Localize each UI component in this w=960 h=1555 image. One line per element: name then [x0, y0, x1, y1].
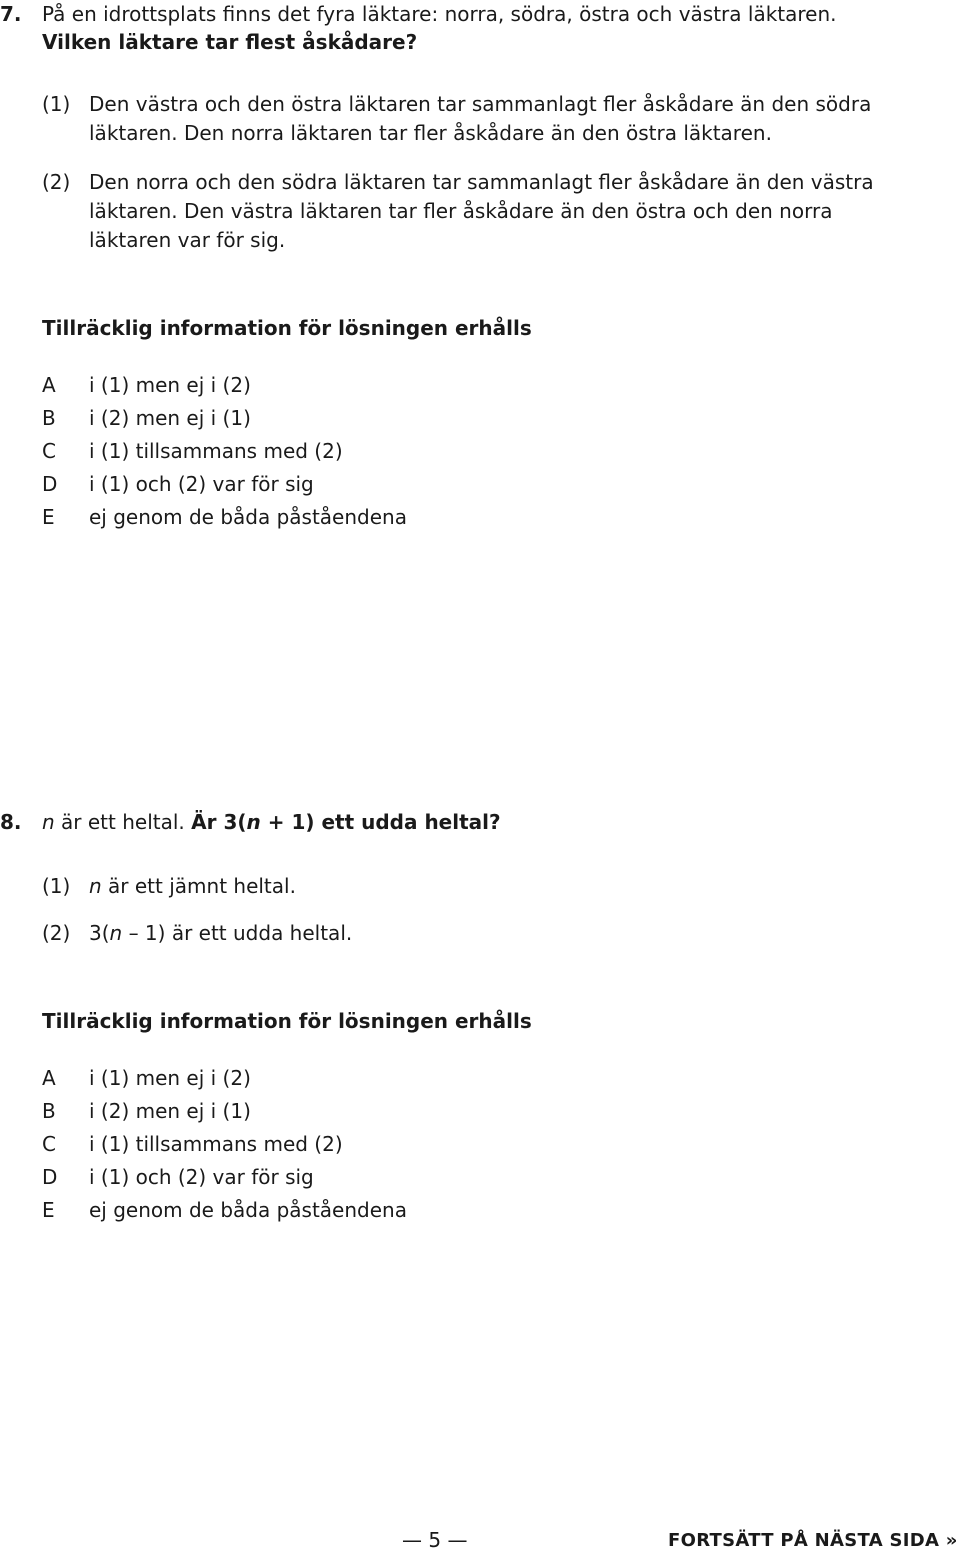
- question-intro: n är ett heltal. Är 3(n + 1) ett udda heltal?: [42, 810, 501, 834]
- sufficiency-heading: Tillräcklig information för lösningen erhålls: [42, 1009, 532, 1033]
- statement-line: läktaren. Den västra läktaren tar fler åskådare än den östra och den norra: [89, 199, 833, 223]
- statement-line: läktaren var för sig.: [89, 228, 286, 252]
- option-letter: A: [42, 1066, 56, 1090]
- statement-label: (1): [42, 92, 71, 116]
- option-letter: A: [42, 373, 56, 397]
- question-number: 7.: [0, 2, 22, 26]
- variable-n: n: [42, 810, 55, 834]
- option-text: ej genom de båda påståendena: [89, 505, 407, 529]
- page-number: — 5 —: [402, 1528, 468, 1552]
- option-letter: D: [42, 472, 58, 496]
- option-letter: E: [42, 505, 55, 529]
- statement-line: Den norra och den södra läktaren tar sammanlagt fler åskådare än den västra: [89, 170, 874, 194]
- statement-text: 3(n – 1) är ett udda heltal.: [89, 921, 353, 945]
- option-text: i (1) tillsammans med (2): [89, 1132, 343, 1156]
- statement-text: n är ett jämnt heltal.: [89, 874, 296, 898]
- statement-line: Den västra och den östra läktaren tar sammanlagt fler åskådare än den södra: [89, 92, 872, 116]
- statement-line: läktaren. Den norra läktaren tar fler åskådare än den östra läktaren.: [89, 121, 772, 145]
- question-text: Är 3(n + 1) ett udda heltal?: [191, 810, 501, 834]
- option-text: i (2) men ej i (1): [89, 406, 251, 430]
- question-number: 8.: [0, 810, 22, 834]
- option-letter: B: [42, 406, 56, 430]
- option-letter: B: [42, 1099, 56, 1123]
- question-intro: På en idrottsplats finns det fyra läktare: norra, södra, östra och västra läktaren.: [42, 2, 837, 26]
- option-letter: C: [42, 1132, 56, 1156]
- option-text: i (1) tillsammans med (2): [89, 439, 343, 463]
- option-text: i (1) och (2) var för sig: [89, 472, 314, 496]
- statement-label: (1): [42, 874, 71, 898]
- option-text: i (1) men ej i (2): [89, 373, 251, 397]
- option-letter: C: [42, 439, 56, 463]
- option-text: ej genom de båda påståendena: [89, 1198, 407, 1222]
- option-text: i (1) men ej i (2): [89, 1066, 251, 1090]
- question-text: Vilken läktare tar flest åskådare?: [42, 30, 418, 54]
- continue-next-page: FORTSÄTT PÅ NÄSTA SIDA »: [668, 1530, 958, 1551]
- option-letter: D: [42, 1165, 58, 1189]
- option-letter: E: [42, 1198, 55, 1222]
- option-text: i (1) och (2) var för sig: [89, 1165, 314, 1189]
- sufficiency-heading: Tillräcklig information för lösningen erhålls: [42, 316, 532, 340]
- statement-label: (2): [42, 170, 71, 194]
- option-text: i (2) men ej i (1): [89, 1099, 251, 1123]
- statement-label: (2): [42, 921, 71, 945]
